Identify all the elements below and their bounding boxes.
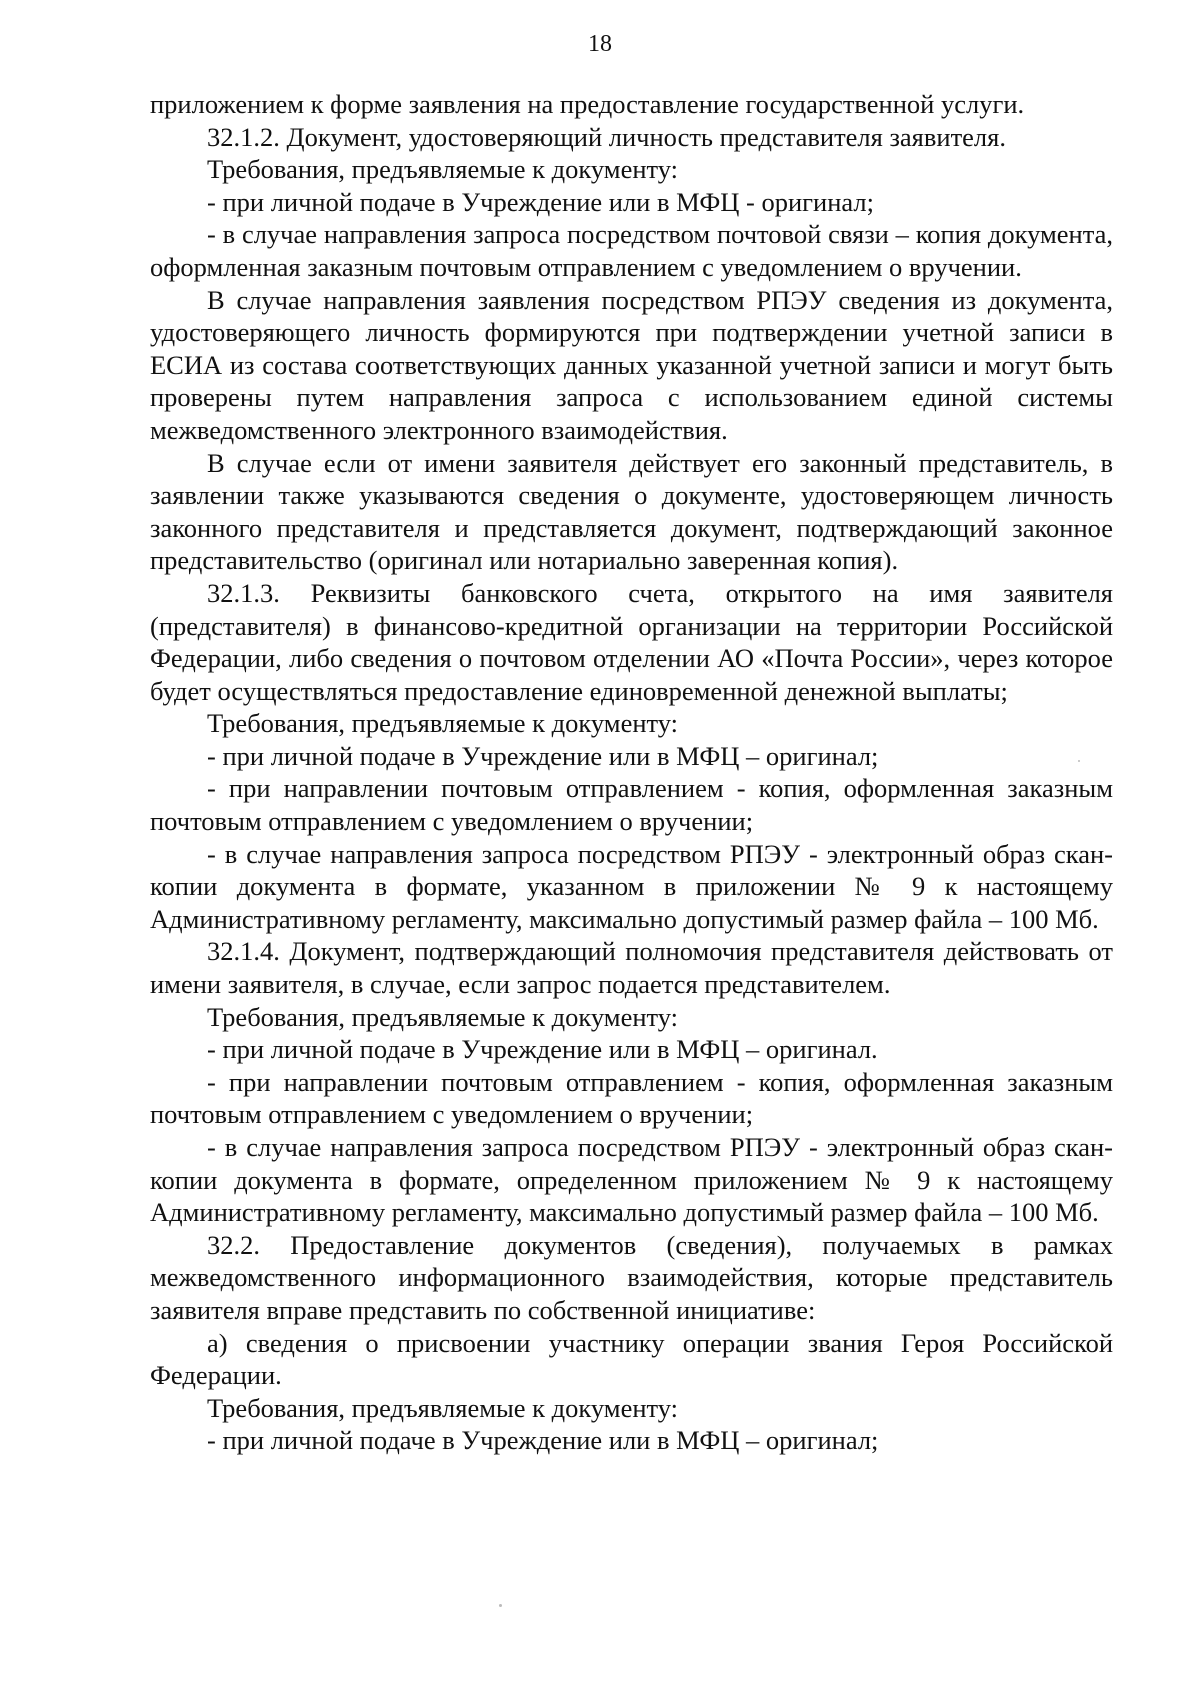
scan-speck bbox=[1078, 760, 1080, 762]
paragraph-requirement-rpeu: - в случае направления запроса посредством РПЭУ - электронный образ скан-копии документа в формате, определенном приложением № 9 к настоящему Административному регламенту, максимально допустимый размер файла – 100 Мб. bbox=[150, 1132, 1113, 1228]
paragraph-rpeu-identity: В случае направления заявления посредством РПЭУ сведения из документа, удостоверяющего личность формируются при подтверждении учетной записи в ЕСИА из состава соответствующих данных указанной учетной записи и могут быть проверены путем направления запроса с использованием единой системы межведомственного электронного взаимодействия. bbox=[150, 284, 1113, 445]
paragraph-requirement-postal: - при направлении почтовым отправлением - копия, оформленная заказным почтовым отправлением с уведомлением о вручении; bbox=[150, 1066, 1113, 1130]
paragraph-requirement-in-person: - при личной подаче в Учреждение или в МФЦ – оригинал. bbox=[207, 1034, 878, 1065]
paragraph-requirements-heading: Требования, предъявляемые к документу: bbox=[207, 1392, 679, 1423]
scan-speck bbox=[499, 1604, 502, 1607]
paragraph-requirement-rpeu: - в случае направления запроса посредством РПЭУ - электронный образ скан-копии документа в формате, указанном в приложении № 9 к настоящему Административному регламенту, максимально допустимый размер файла – 100 Мб. bbox=[150, 838, 1113, 934]
paragraph-subitem-a: а) сведения о присвоении участнику операции звания Героя Российской Федерации. bbox=[150, 1327, 1113, 1391]
paragraph-legal-representative: В случае если от имени заявителя действует его законный представитель, в заявлении также указываются сведения о документе, удостоверяющем личность законного представителя и представляется документ, подтверждающий законное представительство (оригинал или нотариально заверенная копия). bbox=[150, 447, 1113, 576]
paragraph-item-32-1-2: 32.1.2. Документ, удостоверяющий личность представителя заявителя. bbox=[207, 121, 1006, 152]
paragraph-requirements-heading: Требования, предъявляемые к документу: bbox=[207, 154, 679, 185]
paragraph-item-32-1-3: 32.1.3. Реквизиты банковского счета, открытого на имя заявителя (представителя) в финансово-кредитной организации на территории Российской Федерации, либо сведения о почтовом отделении АО «Почта России», через которое будет осуществляться предоставление единовременной денежной выплаты; bbox=[150, 577, 1113, 706]
paragraph-requirement-in-person: - при личной подаче в Учреждение или в МФЦ – оригинал; bbox=[207, 740, 879, 771]
paragraph-continuation: приложением к форме заявления на предоставление государственной услуги. bbox=[150, 89, 1025, 119]
page-number: 18 bbox=[588, 31, 612, 57]
paragraph-requirement-postal: - при направлении почтовым отправлением - копия, оформленная заказным почтовым отправлением с уведомлением о вручении; bbox=[150, 773, 1113, 837]
paragraph-requirement-in-person: - при личной подаче в Учреждение или в МФЦ – оригинал; bbox=[207, 1425, 879, 1456]
paragraph-requirements-heading: Требования, предъявляемые к документу: bbox=[207, 1001, 679, 1032]
paragraph-requirement-in-person: - при личной подаче в Учреждение или в МФЦ - оригинал; bbox=[207, 186, 874, 217]
document-body bbox=[150, 88, 1113, 1457]
paragraph-item-32-2: 32.2. Предоставление документов (сведения), получаемых в рамках межведомственного информационного взаимодействия, которые представитель заявителя вправе представить по собственной инициативе: bbox=[150, 1229, 1113, 1325]
paragraph-item-32-1-4: 32.1.4. Документ, подтверждающий полномочия представителя действовать от имени заявителя, в случае, если запрос подается представителем. bbox=[150, 936, 1113, 1000]
paragraph-requirements-heading: Требования, предъявляемые к документу: bbox=[207, 708, 679, 739]
paragraph-requirement-postal: - в случае направления запроса посредством почтовой связи – копия документа, оформленная заказным почтовым отправлением с уведомлением о вручении. bbox=[150, 219, 1113, 282]
